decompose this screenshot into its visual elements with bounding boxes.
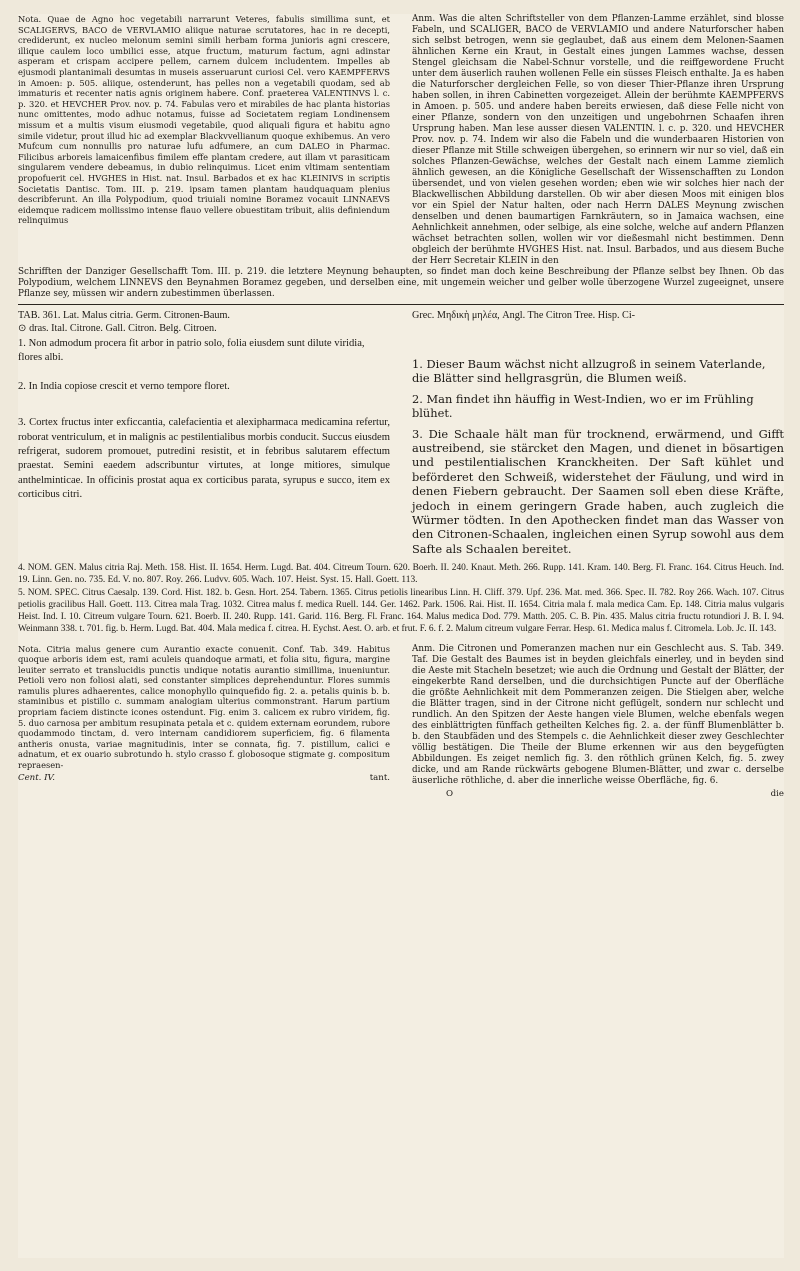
latin-item-1: 1. Non admodum procera fit arbor in patrio solo, folia eiusdem sunt dilute viridia, flores albi. (18, 338, 365, 364)
top-german-note: Anm. Was die alten Schriftsteller von dem Pflanzen-Lamme erzählet, sind blosse Fabeln, und SCALIGER, BACO de VERVLAMIO und andere Naturforscher haben sich selbst betrogen, wenn sie geglaubet, daß aus einem dem Melonen-Saamen ähnlichen Kerne ein Kraut, in Gestalt eines jungen Lammes wachse, dessen Stengel gleichsam die Nabel-Schnur vorstelle, und die reiffgewordene Frucht unter dem äuserlich rauhen wollenen Felle ein süsses Fleisch enthalte. Ja es haben die Naturforscher dergleichen Felle, so von dieser Thier-Pflanze ihren Ursprung haben sollen, in ihren Cabinetten vorgezeiget. Allein der berühmte KAEMPFERVS in Amoen. p. 505. und andere haben bereits erwiesen, daß diese Felle nicht von einer Pflanze, sondern von den unzeitigen und ungebohrnen Schaafen ihren Ursprung haben. Man lese ausser diesen VALENTIN. l. c. p. 320. und HEVCHER Prov. nov. p. 74. Indem wir also die Fabeln und die wunderbaaren Historien von dieser Pflanze mit Stille schweigen übergehen, so erinnern wir nur so viel, daß ein solches Pflanzen-Gewächse, welches der Gestalt nach einem Lamme ziemlich ähnlich gewesen, an die Königliche Gesellschaft der Wissenschafften zu London übersendet, und von vielen gesehen worden; eben wie wir solches hier nach der Blackwellischen Abbildung darstellen. Ob wir aber diesen Moos mit einigen blos vor ein Spiel der Natur halten, oder nach Herrn DALES Meynung zwischen denselben und denen baumartigen Farnkräutern, so in Jamaica wachsen, eine Aehnlichkeit annehmen, oder selbige, als eine solche, welche auf andern Pflanzen wächset betrachten sollen, wollen wir vor dießesmahl nicht bestimmen. Denn obgleich der berühmte HVGHES Hist. nat. Insul. Barbados, und aus diesem Buche der Herr Secretair KLEIN in den (412, 14, 784, 266)
footer-left (18, 773, 390, 783)
german-descriptions (412, 337, 784, 556)
catchword-right: die (770, 788, 784, 799)
bottom-right-column (412, 644, 784, 799)
tab-header-left: TAB. 361. Lat. Malus citria. Germ. Citronen-Baum. (18, 310, 230, 321)
german-item-3: 3. Die Schaale hält man für trocknend, erwärmend, und Gifft austreibend, sie stärcket den Magen, und dienet in bösartigen und pestilentialischen Kranckheiten. Der Saft kühlet und beförderet den Schweiß, widerstehet der Fäulung, und wird in denen Fiebern gebraucht. Der Saamen soll eben diese Kräfte, jedoch in einem geringern Grade haben, auch zugleich die Würmer tödten. In den Apothecken findet man das Wasser von den Citronen-Schaalen, ingleichen einen Syrup sowohl aus dem Safte als Schaalen bereitet. (412, 426, 784, 556)
latin-descriptions (18, 337, 390, 556)
signature-mark: Cent. IV. (18, 772, 55, 783)
nomenclature-species: 5. NOM. SPEC. Citrus Caesalp. 139. Cord. Hist. 182. b. Gesn. Hort. 254. Tabern. 1365. Citrus petiolis linearibus Linn. H. Cliff. 379. Upf. 236. Mat. med. 366. Spec. II. 782. Roy 266. Wach. 107. Citrus petiolis gracilibus Hall. Goett. 113. Citrea mala Trag. 1032. Citrea malus f. medica Ruell. 144. Ger. 1462. Park. 1506. Rai. Hist. II. 1654. Citria mala f. mala medica Cam. Ep. 148. Citria malus vulgaris Heist. Ind. I. 10. Citreum vulgare Tourn. 621. Boerb. II. 240. Rupp. 141. Garid. 116. Berg. Fl. Franc. 164. Malus medica Dod. 779. Matth. 205. C. B. Pin. 435. Malus citria fructu rotundiori J. B. I. 94. Weinmann 338. t. 701. fig. b. Herm. Lugd. Bat. 404. Mala medica f. citrea. H. Eychst. Aest. O. arb. et frut. F. 6. f. 2. Malum citreum vulgare Ferrar. Hesp. 61. Medica malus f. Citromela. Lob. Jc. II. 143. (18, 587, 784, 635)
bottom-german-note: Anm. Die Citronen und Pomeranzen machen nur ein Geschlecht aus. S. Tab. 349. Taf. Die Gestalt des Baumes ist in beyden gleichfals einerley, und in beyden sind die Aeste mit Stacheln besetzet; wie auch die Ordnung und Gestalt der Blätter, der eingekerbte Rand derselben, und die durchsichtigen Puncte auf der Oberfläche die größte Aehnlichkeit mit dem Pommeranzen zeigen. Die Stielgen aber, welche die Blätter tragen, sind in der Citrone nicht geflügelt, sondern nur schlecht und rundlich. An den Spitzen der Aeste hangen viele Blumen, welche ebenfals wegen des einblättrigten fünffach getheilten Kelches fig. 2. a. der fünff Blumenblätter b. b. den Staubfäden und des Stempels c. die Aehnlichkeit dieser zwey Geschlechter völlig bestätigen. Die Theile der Blume erkennen wir aus den beygefügten Abbildungen. Es zeiget nemlich fig. 3. den röthlich grünen Kelch, fig. 5. zwey dicke, und am Rande rückwärts gebogene Blumen-Blätter, und zwar c. derselbe äuserliche röthliche, d. aber die innerliche weisse Oberfläche, fig. 6. (412, 643, 784, 786)
tab-header-right: Grec. Μηδικὴ μηλέα, Angl. The Citron Tree. Hisp. Ci- (412, 310, 636, 321)
bottom-left-column (18, 644, 390, 799)
bottom-notes (18, 644, 784, 799)
latin-item-3: 3. Cortex fructus inter exficcantia, calefacientia et alexipharmaca medicamina refertur, roborat ventriculum, et in malignis ac pestilentialibus morbis conducit. Succus eiusdem refrigerat, sudorem promouet, putredini resistit, et in febribus salutarem effectum praestat. Semini eaedem adscribuntur virtutes, at longe mitiores, simulque anthelminticae. In officinis prostat aqua ex corticibus parata, syrupus e succo, item ex corticibus citri. (18, 417, 390, 501)
book-page (18, 14, 784, 1258)
bottom-latin-note: Nota. Citria malus genere cum Aurantio exacte conuenit. Conf. Tab. 349. Habitus quoque arboris idem est, rami aculeis quandoque armati, et folia situ, figura, margine leuiter serrato et translucidis punctis undique notatis aurantio simillima, inueniuntur. Petioli vero non foliosi alati, sed constanter simplices deprehenduntur. Flores summis ramulis plures adhaerentes, calice monophyllo quinquefido fig. 2. a. petalis quinis b. b. staminibus et pistillo c. summam analogiam ulterius commonstrant. Harum partium propriam faciem distincte icones ostendunt. Fig. enim 3. calicem ex rubro viridem, fig. 5. duo carnosa per ambitum resupinata petala et c. quidem externam eorundem, rubore quodammodo tinctam, d. vero internam candidiorem superficiem, fig. 6 filamenta antheris onusta, variae magnitudinis, inter se connata, fig. 7. pistillum, calici e adnatum, et ex ouario subrotundo h. stylo crasso f. globosoque stigmate g. compositum repraesen- (18, 643, 390, 771)
catchword-left: tant. (369, 772, 390, 783)
top-notes (18, 14, 784, 267)
nomenclature-genus: 4. NOM. GEN. Malus citria Raj. Meth. 158. Hist. II. 1654. Herm. Lugd. Bat. 404. Citreum Tourn. 620. Boerh. II. 240. Knaut. Meth. 266. Rupp. 141. Kram. 140. Berg. Fl. Franc. 164. Citrus Heuch. Ind. 19. Linn. Gen. no. 735. Ed. V. no. 807. Roy. 266. Ludvv. 605. Wach. 107. Heist. Syst. 15. Hall. Goett. 113. (18, 563, 784, 586)
top-german-continuation: Schrifften der Danziger Gesellschafft Tom. III. p. 219. die letztere Meynung behaupten, so findet man doch keine Beschreibung der Pflanze selbst bey Ihnen. Ob das Polypodium, welchem LINNEVS den Beynahmen Boramez gegeben, und derselben eine, mit ungemein weicher und gelber wolle überzogene Wurzel zugeeignet, unsere Pflanze sey, müssen wir andern zubestimmen überlassen. (18, 267, 784, 299)
latin-item-2: 2. In India copiose crescit et verno tempore floret. (18, 380, 230, 392)
top-latin-note: Nota. Quae de Agno hoc vegetabili narrarunt Veteres, fabulis simillima sunt, et SCALIGERVS, BACO de VERVLAMIO aliique naturae scrutatores, hac in re decepti, crediderunt, ex nucleo melonum semini simili herbam forma junioris agni crescere, illique caulem loco umbilici esse, atque fructum, maturum factum, agni adinstar asperam et crispam accipere pellem, carnem dulcem includentem. Impelles ab ejusmodi plantanimali desumtas in museis asseruarunt curiosi Cel. vero KAEMPFERVS in Amoen: p. 505. aliique, ostenderunt, has pelles non a vegetabili quodam, sed ab immaturis et recenter natis agnis originem habere. Conf. praeterea VALENTINVS l. c. p. 320. et HEVCHER Prov. nov. p. 74. Fabulas vero et mirabiles de hac planta historias nunc omittentes, modo adhuc notamus, fuisse ad Societatem regiam Londinensem missum et a multis visum eiusmodi vegetabile, quod aliquali figura et habitu agno simile videtur, prout illud hic ad exemplar Blackvvellianum quoque exhibemus. An vero Mufcum cum nonnullis pro naturae lufu adfumere, an cum DALEO in Pharmac. Filicibus arboreis lamaicenfibus fimilem effe plantam credere, aut illam vt parasiticam singularem vendere debeamus, in dubio relinquimus. Licet enim vltimam sententiam propofuerit cel. HVGHES in Hist. nat. Insul. Barbados et ex hac KLEINIVS in scriptis Societatis Dantisc. Tom. III. p. 219. ipsam tamen plantam haudquaquam plenius describferunt. An illa Polypodium, quod triuiali nomine Boramez vocauit LINNAEVS eidemque radicem mollissimo intense flauo vellere obuestitam tribuit, aliis definiendum relinquimus (18, 14, 390, 226)
footer-right (412, 789, 784, 799)
tab-header (18, 309, 784, 322)
signature-letter: O (446, 788, 454, 799)
german-item-1: 1. Dieser Baum wächst nicht allzugroß in seinem Vaterlande, die Blätter sind hellgrasgrün, die Blumen weiß. (412, 357, 766, 386)
german-item-2: 2. Man findet ihn häuffig in West-Indien, wo er im Frühling blühet. (412, 391, 754, 421)
numbered-descriptions (18, 337, 784, 556)
tab-header-second-line: ⊙ dras. Ital. Citrone. Gall. Citron. Belg. Citroen. (18, 323, 217, 334)
divider-rule (18, 304, 784, 305)
